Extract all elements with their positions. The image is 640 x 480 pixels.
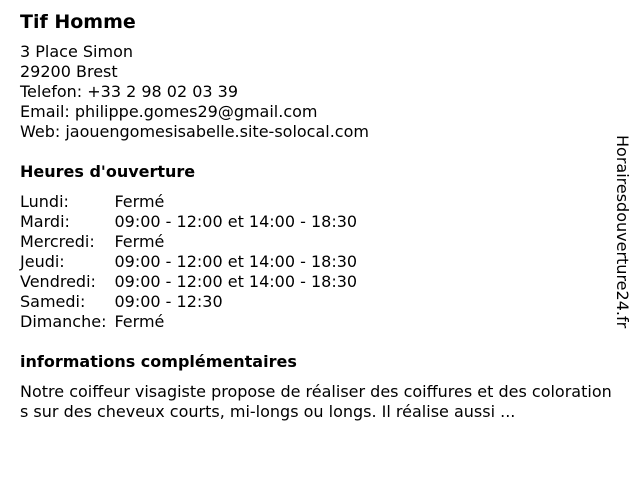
opening-hours-heading: Heures d'ouverture xyxy=(20,162,196,181)
additional-info-heading: informations complémentaires xyxy=(20,352,297,371)
hours-row-wednesday xyxy=(20,232,357,252)
business-card xyxy=(20,10,615,422)
day-hours: 09:00 - 12:30 xyxy=(114,292,223,311)
email-address: Email: philippe.gomes29@gmail.com xyxy=(20,102,318,121)
day-label: Dimanche: xyxy=(20,312,107,331)
hours-row-thursday xyxy=(20,252,357,272)
hours-row-friday xyxy=(20,272,357,292)
day-label: Vendredi: xyxy=(20,272,96,291)
hours-row-saturday xyxy=(20,292,357,312)
day-label: Mardi: xyxy=(20,212,70,231)
business-name: Tif Homme xyxy=(20,11,136,33)
phone-number: Telefon: +33 2 98 02 03 39 xyxy=(20,82,239,101)
hours-row-monday xyxy=(20,192,357,212)
day-label: Jeudi: xyxy=(20,252,65,271)
website: Web: jaouengomesisabelle.site-solocal.com xyxy=(20,122,369,141)
day-label: Lundi: xyxy=(20,192,69,211)
day-label: Samedi: xyxy=(20,292,86,311)
day-hours: Fermé xyxy=(114,192,165,211)
opening-hours-table xyxy=(20,192,357,332)
site-watermark: Horairesdouverture24.fr xyxy=(613,135,632,329)
day-hours: 09:00 - 12:00 et 14:00 - 18:30 xyxy=(114,252,358,271)
day-label: Mercredi: xyxy=(20,232,95,251)
hours-row-sunday xyxy=(20,312,357,332)
day-hours: Fermé xyxy=(114,312,165,331)
day-hours: Fermé xyxy=(114,232,165,251)
hours-row-tuesday xyxy=(20,212,357,232)
day-hours: 09:00 - 12:00 et 14:00 - 18:30 xyxy=(114,212,358,231)
street-address: 3 Place Simon xyxy=(20,42,134,61)
day-hours: 09:00 - 12:00 et 14:00 - 18:30 xyxy=(114,272,358,291)
city-postal: 29200 Brest xyxy=(20,62,118,81)
business-description: Notre coiffeur visagiste propose de réaliser des coiffures et des colorations sur des cheveux courts, mi-longs ou longs. Il réalise aussi ... xyxy=(20,382,612,421)
